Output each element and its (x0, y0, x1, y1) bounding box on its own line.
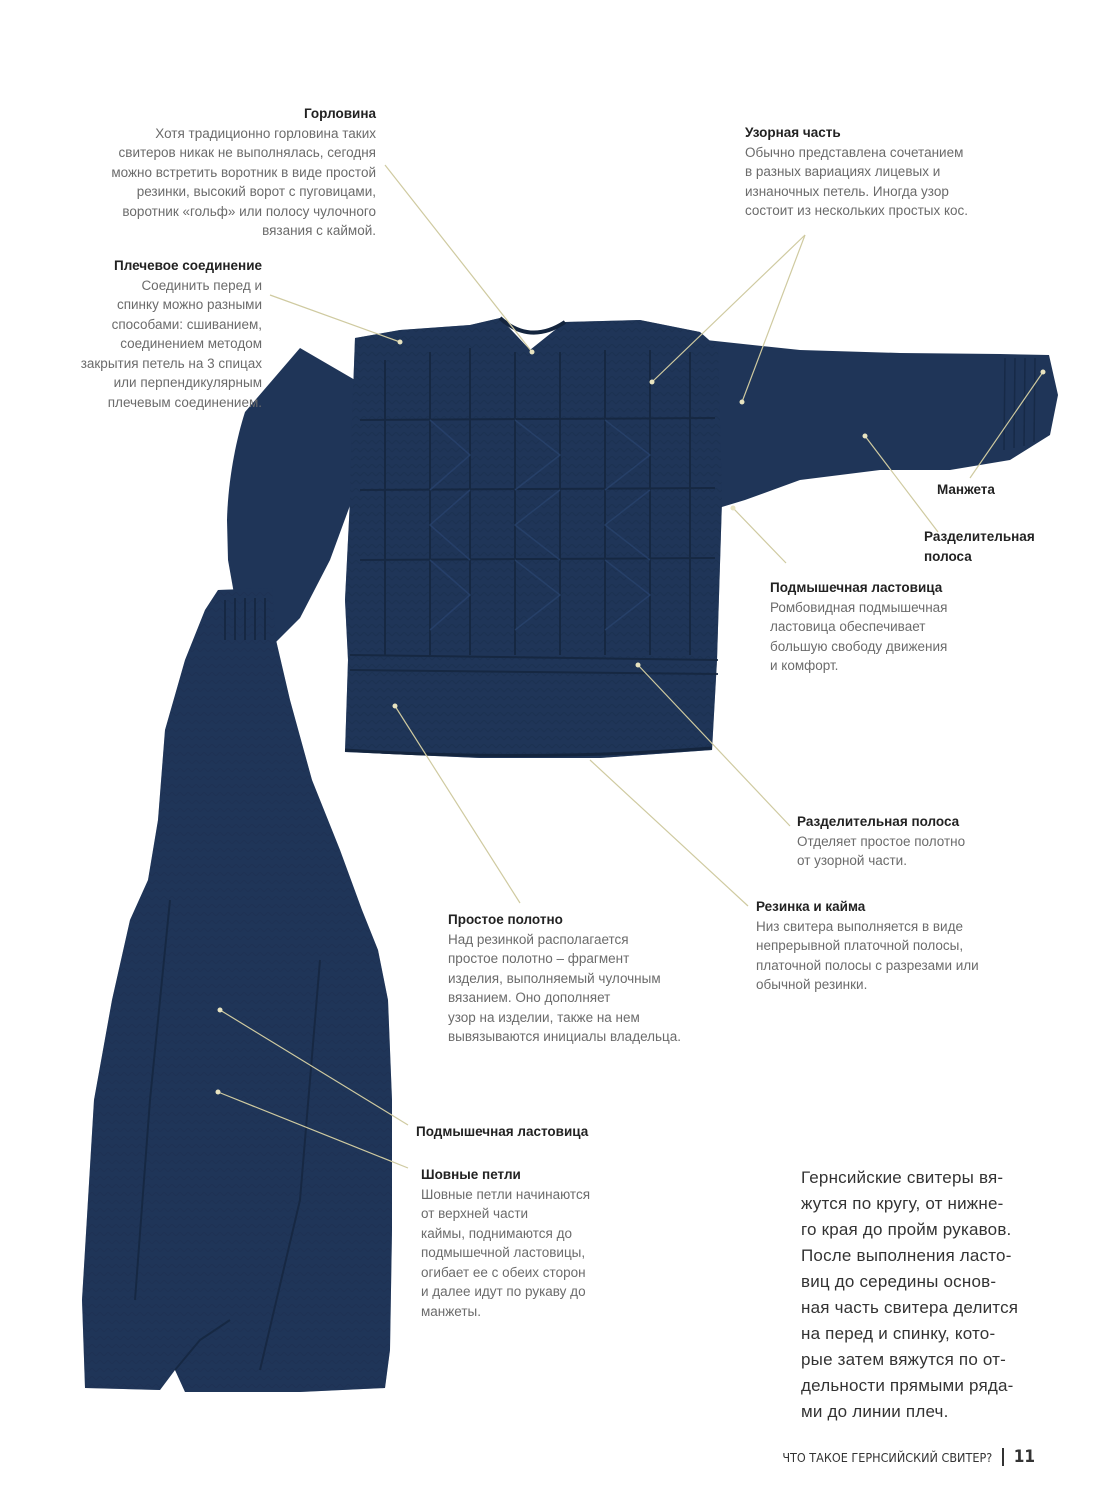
annotation-line: соединением методом (120, 336, 262, 351)
annotation-line: платочной полосы с разрезами или (756, 957, 979, 973)
annotation-line: и далее идут по рукаву до (421, 1284, 586, 1299)
annotation-title: Плечевое соединение (114, 258, 262, 273)
annotation-title-line: Разделительная (924, 529, 1035, 544)
footer-divider (1002, 1448, 1004, 1466)
annotation-title: Разделительная полоса (797, 814, 960, 829)
annotation-line: вязанием. Оно дополняет (448, 990, 611, 1005)
annotation-title: Подмышечная ластовица (770, 580, 943, 595)
note-line: дельности прямыми ряда- (801, 1376, 1014, 1395)
annotation-line: Отделяет простое полотно (797, 833, 966, 849)
annotation-line: обычной резинки. (756, 977, 868, 992)
annotation-cuff: Манжета (937, 482, 995, 497)
annotation-line: состоит из нескольких простых кос. (745, 203, 969, 218)
annotation-shoulder (32, 256, 262, 412)
annotation-line: можно встретить воротник в виде простой (111, 164, 376, 180)
annotation-title: Узорная часть (745, 125, 841, 140)
annotation-line: или перпендикулярным (113, 375, 262, 390)
page-footer (782, 1447, 1035, 1467)
annotation-line: простое полотно – фрагмент (448, 951, 630, 966)
annotation-plain (448, 910, 738, 1047)
annotation-line: плечевым соединением. (107, 394, 262, 410)
annotation-line: изнаночных петель. Иногда узор (745, 183, 949, 199)
note-line: на перед и спинку, кото- (801, 1324, 996, 1343)
annotation-title-line: полоса (924, 548, 972, 564)
annotation-line: способами: сшиванием, (111, 316, 262, 332)
annotation-line: воротник «гольф» или полосу чулочного (122, 203, 376, 219)
note-line: ми до линии плеч. (801, 1402, 949, 1421)
annotation-title: Шовные петли (421, 1167, 521, 1182)
annotation-seam (421, 1165, 631, 1321)
note-line: виц до середины основ- (801, 1272, 997, 1291)
body-note (801, 1165, 1033, 1425)
annotation-line: вязания с каймой. (262, 223, 376, 238)
annotation-neckline (56, 104, 376, 241)
note-line: го края до пройм рукавов. (801, 1220, 1012, 1239)
footer-section-title: ЧТО ТАКОЕ ГЕРНСИЙСКИЙ СВИТЕР? (782, 1449, 993, 1465)
annotation-line: Ромбовидная подмышечная (770, 599, 948, 615)
annotation-line: вывязываются инициалы владельца. (448, 1029, 682, 1044)
annotation-title: Горловина (303, 106, 376, 121)
annotation-line: подмышечной ластовицы, (421, 1245, 586, 1260)
sweater-back (82, 588, 392, 1392)
note-line: После выполнения ласто- (801, 1246, 1012, 1265)
annotation-gusset-back: Подмышечная ластовица (416, 1124, 589, 1139)
annotation-line: Хотя традиционно горловина таких (155, 125, 376, 141)
annotation-line: свитеров никак не выполнялась, сегодня (118, 145, 376, 160)
annotation-line: спинку можно разными (116, 297, 262, 312)
annotation-line: Низ свитера выполняется в виде (756, 918, 963, 934)
annotation-line: огибает ее с обеих сторон (421, 1264, 586, 1280)
annotation-gusset (770, 578, 1030, 676)
annotation-line: закрытия петель на 3 спицах (80, 355, 262, 371)
note-line: рые затем вяжутся по от- (801, 1350, 1007, 1369)
annotation-line: резинки, высокий ворот с пуговицами, (136, 184, 376, 199)
annotation-divider-sleeve (924, 527, 1035, 566)
annotation-line: каймы, поднимаются до (421, 1225, 572, 1241)
annotation-ribbing (756, 897, 1056, 995)
annotation-line: от верхней части (421, 1206, 529, 1221)
annotation-line: Обычно представлена сочетанием (745, 144, 964, 160)
annotation-pattern (745, 123, 1025, 221)
annotation-line: от узорной части. (797, 853, 907, 868)
annotation-line: Над резинкой располагается (448, 931, 629, 947)
annotation-line: большую свободу движения (770, 638, 948, 654)
annotation-title: Резинка и кайма (756, 899, 866, 914)
annotation-line: ластовица обеспечивает (770, 619, 926, 634)
note-line: ная часть свитера делится (801, 1298, 1019, 1317)
annotation-line: непрерывной платочной полосы, (756, 938, 964, 953)
annotation-line: изделия, выполняемый чулочным (448, 970, 661, 986)
page-number: 11 (1013, 1447, 1035, 1467)
annotation-line: Соединить перед и (141, 277, 262, 293)
annotation-title: Простое полотно (448, 912, 563, 927)
annotation-line: и комфорт. (770, 658, 839, 673)
annotation-line: узор на изделии, также на нем (448, 1009, 640, 1025)
annotation-divider-band (797, 812, 1057, 871)
annotation-line: манжеты. (421, 1303, 481, 1319)
note-line: Гернсийские свитеры вя- (801, 1168, 1004, 1187)
annotation-line: Шовные петли начинаются (421, 1186, 591, 1202)
note-line: жутся по кругу, от нижне- (801, 1194, 1004, 1213)
annotation-line: в разных вариациях лицевых и (745, 164, 941, 179)
